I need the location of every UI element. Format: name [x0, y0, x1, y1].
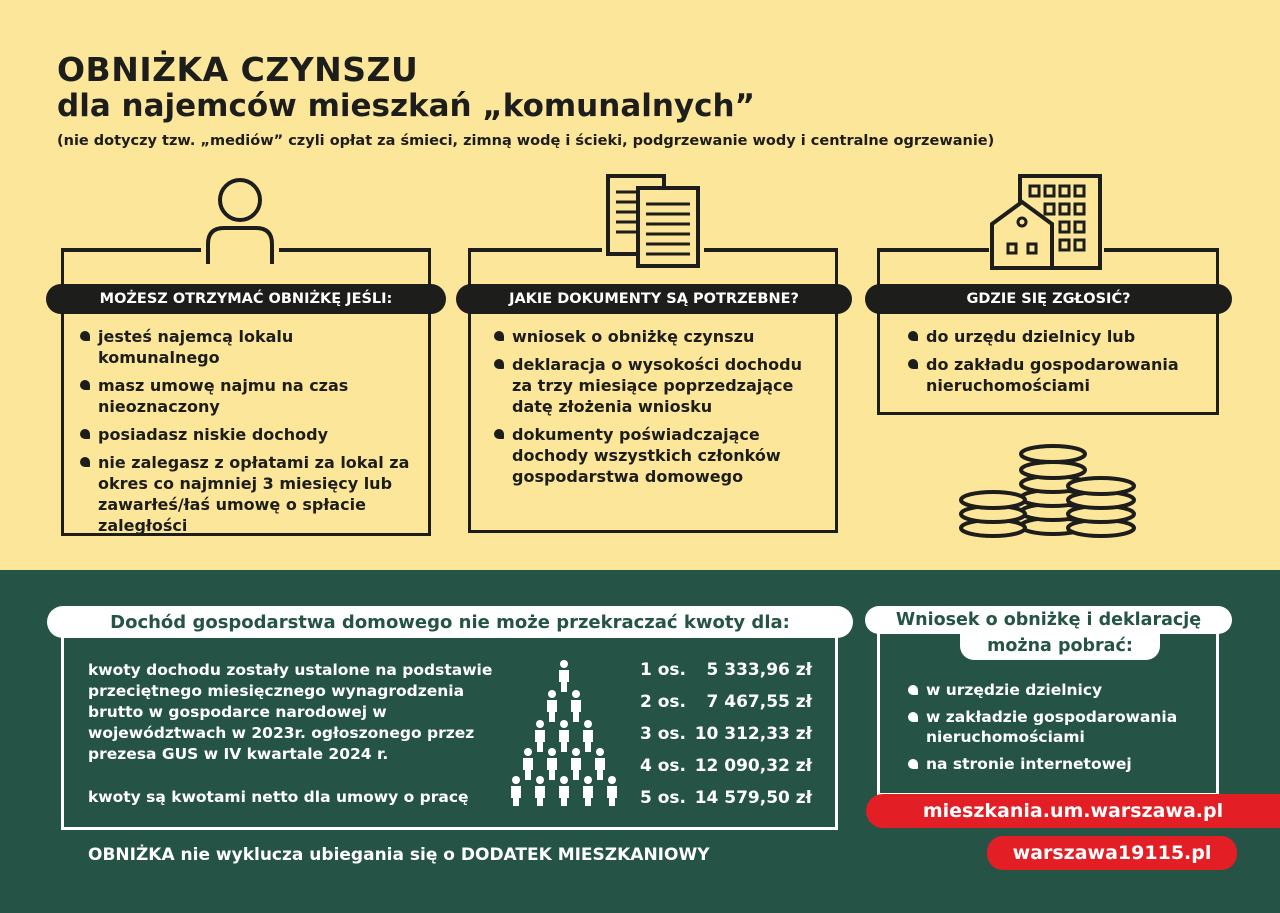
list-item: w zakładzie gospodarowania nieruchomościami: [908, 707, 1208, 747]
download-heading: Wniosek o obniżkę i deklarację: [865, 606, 1232, 634]
income-note-net: kwoty są kwotami netto dla umowy o pracę: [88, 788, 469, 806]
list-item: na stronie internetowej: [908, 754, 1208, 774]
coins-icon: [955, 436, 1140, 546]
list-item: jesteś najemcą lokalu komunalnego: [80, 326, 420, 368]
income-heading: Dochód gospodarstwa domowego nie może przekraczać kwoty dla:: [47, 606, 853, 638]
documents-list: [494, 326, 824, 494]
persons-label: 5 os.: [640, 788, 687, 808]
persons-label: 2 os.: [640, 692, 687, 712]
list-item: wniosek o obniżkę czynszu: [494, 326, 824, 347]
documents-heading: JAKIE DOKUMENTY SĄ POTRZEBNE?: [456, 284, 852, 314]
website-link[interactable]: mieszkania.um.warszawa.pl: [866, 794, 1280, 828]
list-item: nie zalegasz z opłatami za lokal za okres co najmniej 3 miesięcy lub zawarłeś/łaś umowę o spłacie zaległości: [80, 452, 420, 536]
list-item: w urzędzie dzielnicy: [908, 680, 1208, 700]
income-note: kwoty dochodu zostały ustalone na podstawie przeciętnego miesięcznego wynagrodzenia brutto w gospodarce narodowej w województwach w 2023r. ogłoszonego przez prezesa GUS w IV kwartale 2024 r.: [88, 661, 493, 763]
persons-label: 4 os.: [640, 756, 687, 776]
list-item: do zakładu gospodarowania nieruchomościami: [908, 354, 1208, 396]
website-link-19115[interactable]: warszawa19115.pl: [987, 836, 1237, 870]
list-item: deklaracja o wysokości dochodu za trzy miesiące poprzedzające datę złożenia wniosku: [494, 354, 824, 417]
list-item: masz umowę najmu na czas nieoznaczony: [80, 375, 420, 417]
download-heading-line2: można pobrać:: [960, 632, 1160, 660]
list-item: dokumenty poświadczające dochody wszystkich członków gospodarstwa domowego: [494, 424, 824, 487]
where-list: [908, 326, 1208, 403]
footer-note: OBNIŻKA nie wyklucza ubiegania się o DODATEK MIESZKANIOWY: [88, 845, 710, 865]
download-list: [908, 680, 1208, 781]
persons-label: 3 os.: [640, 724, 687, 744]
income-amount: 10 312,33 zł: [694, 724, 812, 744]
income-amount: 7 467,55 zł: [706, 692, 812, 712]
eligibility-list: [80, 326, 420, 543]
page-title: OBNIŻKA CZYNSZU: [57, 50, 419, 89]
eligibility-heading: MOŻESZ OTRZYMAĆ OBNIŻKĘ JEŚLI:: [46, 284, 446, 314]
income-amount: 14 579,50 zł: [694, 788, 812, 808]
where-heading: GDZIE SIĘ ZGŁOSIĆ?: [865, 284, 1232, 314]
list-item: do urzędu dzielnicy lub: [908, 326, 1208, 347]
persons-label: 1 os.: [640, 660, 687, 680]
people-pyramid-icon: [508, 660, 620, 806]
page-subtitle: (nie dotyczy tzw. „mediów” czyli opłat za śmieci, zimną wodę i ścieki, podgrzewanie wody i centralne ogrzewanie): [57, 133, 995, 149]
income-amount: 5 333,96 zł: [706, 660, 812, 680]
page-title-line2: dla najemców mieszkań „komunalnych”: [57, 88, 755, 124]
list-item: posiadasz niskie dochody: [80, 424, 420, 445]
income-amount: 12 090,32 zł: [694, 756, 812, 776]
